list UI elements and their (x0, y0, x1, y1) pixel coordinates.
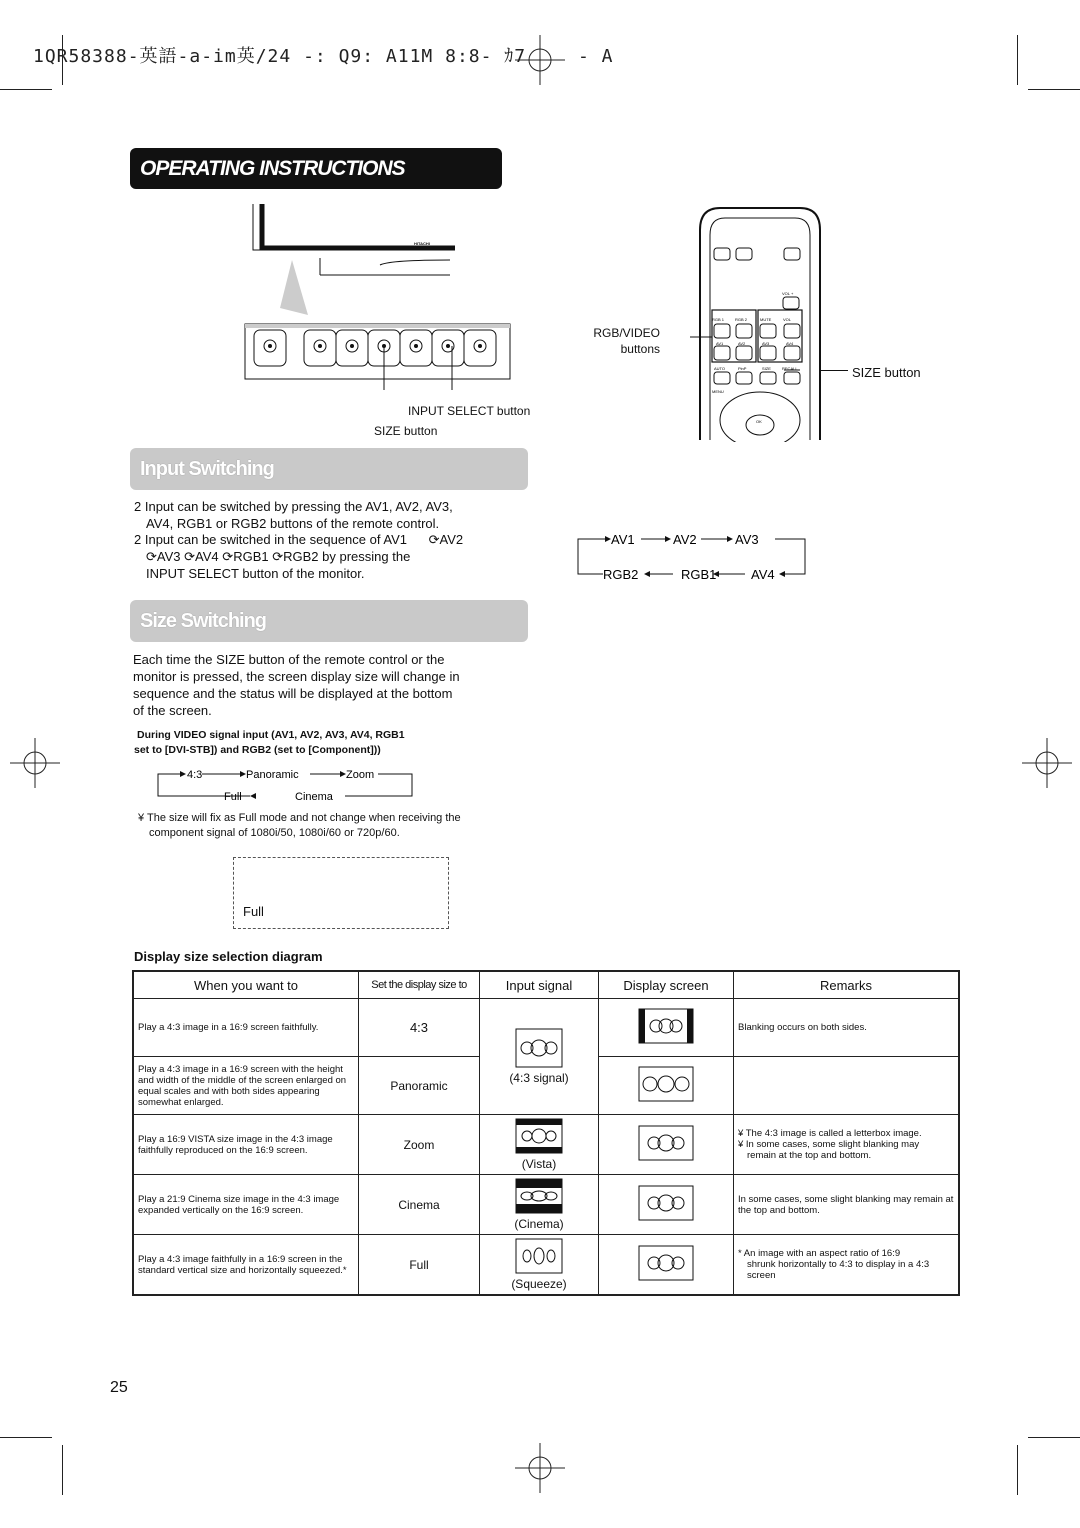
display-zoom-icon (638, 1125, 694, 1161)
remark-line: ¥ In some cases, some slight blanking may (738, 1139, 920, 1150)
svg-text:PinP: PinP (738, 366, 747, 371)
remark-line: remain at the top and bottom. (747, 1150, 872, 1161)
registration-mark (1022, 738, 1072, 788)
video-input-note-line2: set to [DVI-STB]) and RGB2 (set to [Component])) (134, 744, 381, 756)
cell-want: Play a 16:9 VISTA size image in the 4:3 image faithfully reproduced on the 16:9 screen. (133, 1115, 359, 1175)
svg-text:RGB 2: RGB 2 (735, 317, 748, 322)
registration-mark (515, 1443, 565, 1493)
crop-mark (62, 1445, 63, 1495)
cell-remarks (734, 1235, 960, 1296)
print-mark: - A (577, 46, 614, 67)
para-line: monitor is pressed, the screen display size will change in (133, 669, 460, 684)
remark-line: screen (747, 1270, 776, 1281)
cycle-arrow-icon: ⟳ (146, 549, 157, 564)
size-value-43: 4:3 (409, 1020, 429, 1035)
input-select-button-label: INPUT SELECT button (408, 404, 531, 418)
page-number: 25 (110, 1379, 128, 1396)
remark-line: ¥ The 4:3 image is called a letterbox image. (738, 1128, 922, 1139)
table-header-row (133, 971, 959, 999)
cell-signal (480, 1235, 599, 1296)
video-input-note (134, 728, 405, 758)
col-signal: Input signal (480, 971, 599, 999)
bullet2-line1: Input can be switched in the sequence of AV1 (144, 532, 407, 547)
size-cycle-diagram (150, 764, 420, 806)
cell-size: Zoom (359, 1115, 480, 1175)
osd-screen-example (233, 857, 449, 929)
svg-text:RGB 1: RGB 1 (712, 317, 725, 322)
cell-want: Play a 4:3 image faithfully in a 16:9 screen in the standard vertical size and horizontally squeezed.* (133, 1235, 359, 1296)
size-cycle-43: 4:3 (187, 769, 203, 781)
cycle-rgb2: RGB2 (603, 567, 639, 582)
bullet1-line1: Input can be switched by pressing the AV1, AV2, AV3, (144, 499, 453, 514)
display-43-icon (638, 1008, 694, 1044)
cell-size: Full (359, 1235, 480, 1296)
cell-remarks: Blanking occurs on both sides. (734, 999, 960, 1057)
table-row (133, 1235, 959, 1296)
crop-mark (1017, 1445, 1018, 1495)
rgb-video-label (587, 325, 660, 357)
cell-signal (480, 999, 599, 1115)
bullet2-av4: AV4 (195, 549, 219, 564)
bullet2-rgb2: RGB2 by pressing the (283, 549, 411, 564)
signal-cinema-icon (515, 1178, 563, 1214)
cycle-av3: AV3 (735, 532, 759, 547)
bullet-mark: 2 (134, 499, 142, 514)
svg-text:SIZE: SIZE (762, 366, 771, 371)
cell-display (599, 999, 734, 1057)
cell-display (599, 1057, 734, 1115)
input-switching-bullet2 (134, 531, 463, 582)
signal-label: (Vista) (521, 1157, 557, 1171)
display-cinema-icon (638, 1185, 694, 1221)
cell-display (599, 1235, 734, 1296)
signal-squeeze-icon (515, 1238, 563, 1274)
cell-size: Cinema (359, 1175, 480, 1235)
signal-label: (Cinema) (514, 1217, 564, 1231)
col-remarks: Remarks (734, 971, 960, 999)
col-want: When you want to (133, 971, 359, 999)
signal-43-icon (515, 1028, 563, 1068)
crop-mark (0, 89, 52, 90)
brand-logo: HITACHI (414, 241, 430, 246)
cell-remarks (734, 1057, 960, 1115)
cell-signal (480, 1115, 599, 1175)
input-cycle-diagram (575, 528, 815, 584)
bullet2-av3: AV3 (156, 549, 181, 564)
size-pointer-line (820, 370, 848, 371)
size-cycle-panoramic: Panoramic (246, 769, 299, 781)
size-switching-heading: Size Switching (130, 600, 528, 642)
cell-size: Panoramic (359, 1057, 480, 1115)
size-cycle-zoom: Zoom (346, 769, 375, 781)
remark-line: shrunk horizontally to 4:3 to display in a 4:3 (747, 1259, 930, 1270)
cycle-arrow-icon: ⟳ (184, 549, 196, 564)
col-display: Display screen (599, 971, 734, 999)
bullet2-rgb1: RGB1 (233, 549, 269, 564)
para-line: Each time the SIZE button of the remote control or the (133, 652, 445, 667)
monitor-illustration (240, 200, 530, 390)
video-input-note-line1: During VIDEO signal input (AV1, AV2, AV3, AV4, RGB1 (137, 729, 405, 741)
size-switching-paragraph (133, 651, 460, 719)
cell-display (599, 1115, 734, 1175)
cell-signal (480, 1175, 599, 1235)
cycle-arrow-icon: ⟳ (272, 549, 284, 564)
bullet-mark: 2 (134, 532, 142, 547)
cell-remarks: In some cases, some slight blanking may remain at the top and bottom. (734, 1175, 960, 1235)
cell-remarks (734, 1115, 960, 1175)
svg-text:AV4: AV4 (786, 341, 794, 346)
svg-text:MUTE: MUTE (760, 317, 772, 322)
note-line2: component signal of 1080i/50, 1080i/60 or 720p/60. (149, 827, 400, 839)
table-row (133, 1115, 959, 1175)
para-line: of the screen. (133, 703, 212, 718)
print-code: 1QR58388-英語-a-im英/24 -: Q9: A11M 8:8- ｶ7 (33, 46, 527, 67)
cell-size (359, 999, 480, 1057)
svg-text:AV3: AV3 (762, 341, 770, 346)
crop-mark (0, 1437, 52, 1438)
col-size: Set the display size to (359, 971, 480, 999)
signal-label: (Squeeze) (511, 1277, 567, 1291)
osd-full-label: Full (243, 904, 264, 919)
svg-text:AV1: AV1 (716, 341, 724, 346)
cell-display (599, 1175, 734, 1235)
cell-want: Play a 4:3 image in a 16:9 screen with the height and width of the middle of the screen enlarged on equal scales and with both sides appearing somewhat enlarged. (133, 1057, 359, 1115)
svg-text:OK: OK (756, 419, 762, 424)
cycle-av1: AV1 (611, 532, 635, 547)
rgb-video-label-line2: buttons (620, 342, 660, 356)
input-switching-heading: Input Switching (130, 448, 528, 490)
display-full-icon (638, 1245, 694, 1281)
monitor-size-button-label: SIZE button (374, 424, 438, 438)
rgb-video-label-line1: RGB/VIDEO (593, 326, 660, 340)
registration-mark (10, 738, 60, 788)
crop-mark (1017, 35, 1018, 85)
svg-text:VOL +: VOL + (782, 291, 794, 296)
print-header (33, 42, 614, 68)
cycle-arrow-icon: ⟳ (222, 549, 234, 564)
remark-line: * An image with an aspect ratio of 16:9 (738, 1248, 901, 1259)
svg-text:VOL: VOL (783, 317, 792, 322)
para-line: sequence and the status will be displayed at the bottom (133, 686, 453, 701)
remote-control-illustration (690, 200, 830, 442)
svg-text:AV2: AV2 (738, 341, 746, 346)
input-switching-bullet1 (134, 498, 453, 532)
bullet2-av2: AV2 (439, 532, 464, 547)
crop-mark (1028, 89, 1080, 90)
size-cycle-cinema: Cinema (295, 791, 333, 803)
table-row (133, 1175, 959, 1235)
crop-mark (1028, 1437, 1080, 1438)
bullet1-line2: AV4, RGB1 or RGB2 buttons of the remote control. (146, 516, 440, 531)
remote-size-button-label: SIZE button (852, 365, 921, 380)
svg-text:MENU: MENU (712, 389, 724, 394)
cycle-av4: AV4 (751, 567, 775, 582)
size-fixed-note (138, 811, 461, 841)
display-panoramic-icon (638, 1066, 694, 1102)
svg-text:RECALL: RECALL (782, 366, 798, 371)
svg-text:AUTO: AUTO (714, 366, 726, 371)
cycle-av2: AV2 (673, 532, 697, 547)
display-size-table (132, 970, 960, 1296)
cycle-rgb1: RGB1 (681, 567, 717, 582)
page-title: OPERATING INSTRUCTIONS (130, 148, 502, 189)
cell-want: Play a 4:3 image in a 16:9 screen faithfully. (133, 999, 359, 1057)
size-cycle-full: Full (224, 791, 242, 803)
diagram-heading: Display size selection diagram (134, 949, 323, 964)
signal-label: (4:3 signal) (509, 1071, 569, 1085)
bullet2-line3: INPUT SELECT button of the monitor. (146, 566, 365, 581)
note-mark: ¥ (138, 812, 145, 824)
note-line1: The size will fix as Full mode and not change when receiving the (146, 812, 461, 824)
cycle-arrow-icon: ⟳ (428, 532, 440, 547)
cell-want: Play a 21:9 Cinema size image in the 4:3 image expanded vertically on the 16:9 screen. (133, 1175, 359, 1235)
signal-vista-icon (515, 1118, 563, 1154)
table-row (133, 999, 959, 1057)
